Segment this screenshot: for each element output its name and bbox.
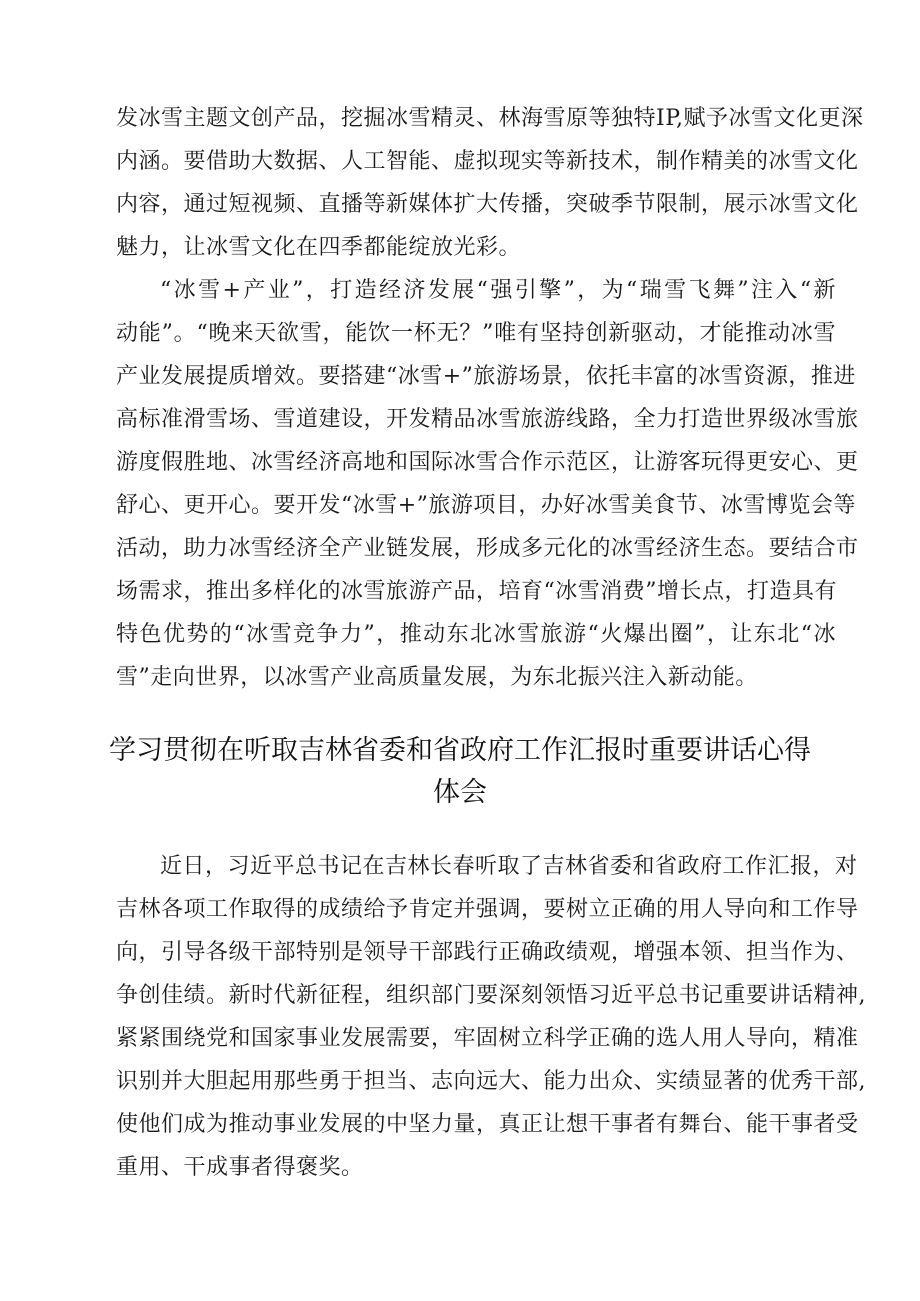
paragraph-line: 游度假胜地、冰雪经济高地和国际冰雪合作示范区，让游客玩得更安心、更 [116, 450, 859, 475]
paragraph-line: 近日，习近平总书记在吉林长春听取了吉林省委和省政府工作汇报，对 [160, 854, 858, 879]
paragraph-line: 使他们成为推动事业发展的中坚力量，真正让想干事者有舞台、能干事者受 [116, 1112, 859, 1137]
paragraph-line: “冰雪+产业”，打造经济发展“强引擎”，为“瑞雪飞舞”注入“新 [160, 278, 836, 303]
paragraph-line: 吉林各项工作取得的成绩给予肯定并强调，要树立正确的用人导向和工作导 [116, 897, 859, 922]
paragraph-line: 争创佳绩。新时代新征程，组织部门要深刻领悟习近平总书记重要讲话精神, [116, 983, 866, 1008]
paragraph-line: 魅力，让冰雪文化在四季都能绽放光彩。 [116, 235, 522, 260]
paragraph-line: 发冰雪主题文创产品，挖掘冰雪精灵、林海雪原等独特IP,赋予冰雪文化更深 [116, 106, 864, 131]
paragraph-line: 紧紧围绕党和国家事业发展需要，牢固树立科学正确的选人用人导向，精准 [116, 1026, 859, 1051]
paragraph-line: 产业发展提质增效。要搭建“冰雪+”旅游场景，依托丰富的冰雪资源，推进 [116, 364, 856, 389]
paragraph-line: 识别并大胆起用那些勇于担当、志向远大、能力出众、实绩显著的优秀干部, [116, 1069, 866, 1094]
article-title-continuation: 体会 [433, 777, 487, 808]
paragraph-line: 重用、干成事者得褒奖。 [116, 1155, 364, 1180]
paragraph-line: 内涵。要借助大数据、人工智能、虚拟现实等新技术，制作精美的冰雪文化 [116, 149, 859, 174]
paragraph-line: 向，引导各级干部特别是领导干部践行正确政绩观，增强本领、担当作为、 [116, 940, 859, 965]
paragraph-line: 活动，助力冰雪经济全产业链发展，形成多元化的冰雪经济生态。要结合市 [116, 536, 859, 561]
paragraph-line: 舒心、更开心。要开发“冰雪+”旅游项目，办好冰雪美食节、冰雪博览会等 [116, 493, 856, 518]
paragraph-line: 场需求，推出多样化的冰雪旅游产品，培育“冰雪消费”增长点，打造具有 [116, 579, 837, 604]
paragraph-line: 雪”走向世界，以冰雪产业高质量发展，为东北振兴注入新动能。 [116, 665, 758, 690]
paragraph-line: 高标准滑雪场、雪道建设，开发精品冰雪旅游线路，全力打造世界级冰雪旅 [116, 407, 859, 432]
paragraph-line: 内容，通过短视频、直播等新媒体扩大传播，突破季节限制，展示冰雪文化 [116, 192, 859, 217]
article-title: 学习贯彻在听取吉林省委和省政府工作汇报时重要讲话心得 [109, 735, 811, 766]
paragraph-line: 特色优势的“冰雪竞争力”，推动东北冰雪旅游“火爆出圈”，让东北“冰 [116, 622, 836, 647]
paragraph-line: 动能”。“晚来天欲雪，能饮一杯无？”唯有坚持创新驱动，才能推动冰雪 [116, 321, 836, 346]
